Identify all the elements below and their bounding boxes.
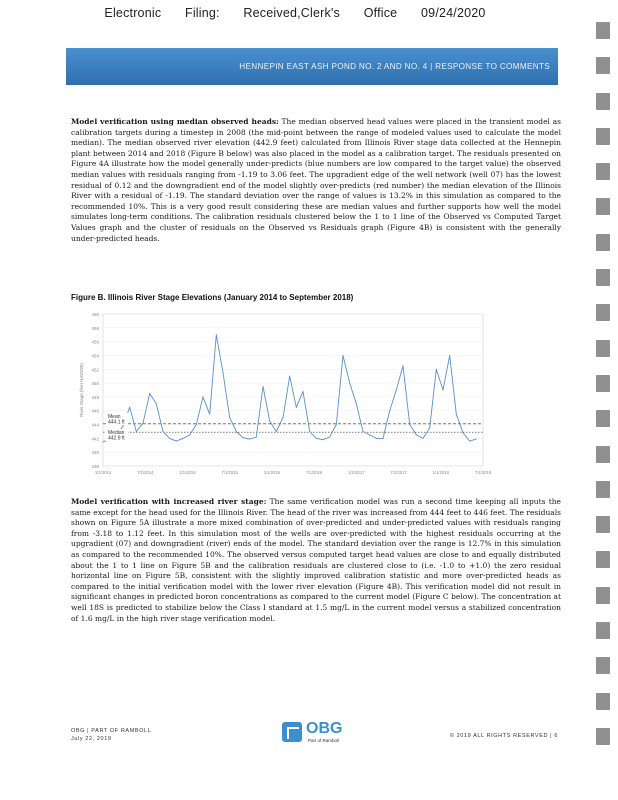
stamp-received: Received,Clerk's (243, 6, 341, 20)
series-point (403, 365, 404, 366)
footer-org: OBG | PART OF RAMBOLL (71, 728, 152, 734)
series-point (369, 434, 370, 435)
series-point (449, 355, 450, 356)
binder-tab (596, 551, 610, 568)
series-point (396, 390, 397, 391)
series-line (103, 335, 476, 442)
stamp-date: 09/24/2020 (421, 6, 486, 20)
binder-tab (596, 57, 610, 74)
y-tick-label: 460 (91, 312, 99, 317)
series-point (263, 386, 264, 387)
series-point (229, 417, 230, 418)
x-tick-label: 1/1/2018 (432, 470, 449, 475)
river-stage-chart (71, 306, 491, 484)
series-point (129, 407, 130, 408)
series-point (243, 437, 244, 438)
series-point (316, 438, 317, 439)
series-point (296, 407, 297, 408)
series-point (256, 436, 257, 437)
binder-tab (596, 234, 610, 251)
binder-tab (596, 93, 610, 110)
header-banner (66, 48, 558, 85)
series-point (156, 403, 157, 404)
series-point (409, 424, 410, 425)
binder-tab (596, 375, 610, 392)
binder-tab (596, 22, 610, 39)
binder-tabs (596, 0, 610, 763)
y-tick-label: 442 (91, 436, 99, 442)
series-point (196, 424, 197, 425)
x-tick-label: 1/1/2016 (263, 470, 281, 475)
series-point (103, 441, 104, 442)
obg-logo (282, 722, 350, 746)
binder-tab (596, 304, 610, 321)
series-point (236, 431, 237, 432)
binder-tab (596, 657, 610, 674)
y-tick-label: 456 (91, 339, 99, 345)
series-point (203, 396, 204, 397)
binder-tab (596, 481, 610, 498)
series-point (289, 376, 290, 377)
series-point (443, 390, 444, 391)
series-point (249, 439, 250, 440)
reference-value: 442.9 ft (108, 435, 125, 442)
series-point (336, 424, 337, 425)
banner-title: HENNEPIN EAST ASH POND NO. 2 AND NO. 4 | RESPONSE TO COMMENTS (239, 62, 550, 71)
series-point (189, 434, 190, 435)
reference-value: 444.1 ft (108, 419, 125, 426)
series-point (456, 414, 457, 415)
series-point (349, 383, 350, 384)
y-tick-label: 438 (91, 464, 99, 469)
stamp-electronic: Electronic (104, 6, 162, 20)
series-point (389, 410, 390, 411)
binder-tab (596, 693, 610, 710)
x-tick-label: 1/1/2017 (348, 470, 365, 475)
series-point (176, 441, 177, 442)
footer-rights: © 2019 ALL RIGHTS RESERVED | 6 (449, 733, 558, 739)
series-point (303, 391, 304, 392)
footer-date: July 22, 2019 (71, 736, 112, 742)
series-point (363, 431, 364, 432)
reference-label: Median (108, 430, 125, 437)
footer-left (71, 727, 151, 743)
x-tick-label: 1/1/2015 (179, 470, 196, 475)
series-point (209, 414, 210, 415)
series-point (216, 334, 217, 335)
x-tick-label: 7/1/2017 (390, 470, 407, 475)
series-point (429, 428, 430, 429)
binder-tab (596, 728, 610, 745)
series-point (463, 432, 464, 433)
binder-tab (596, 269, 610, 286)
stamp-office: Office (363, 6, 398, 20)
series-point (276, 431, 277, 432)
paragraph-heading: Model verification with increased river stage: (71, 497, 267, 506)
y-tick-label: 454 (91, 353, 99, 359)
obg-logo-icon (282, 722, 302, 742)
y-tick-label: 440 (91, 450, 99, 456)
obg-logo-subtitle: Part of Ramboll (308, 738, 340, 743)
series-point (329, 436, 330, 437)
binder-tab (596, 128, 610, 145)
paragraph-body: The same verification model was run a second time keeping all inputs the same except for the head used for the Illinois River. The head of the river was increased from 444 feet to 446 feet. The residuals shown on Figure 5A illustrate a more mixed combination of over-predicted and under-predicted values with residuals ranging from -3.18 to 1.12 feet. In this simulation most of the wells are over-predicted with the highest residuals occurring at the upgradient (07) and downgradient (river) ends of the model. The standard deviation over the range is 12.7% in this simulation as compared to the recommended 10%. The observed versus computed target head values are close to and equally distributed about the 1 to 1 line on Figure 5B and the calibration residuals are clustered close to (i.e. -1.0 to +1.0) the zero residual horizontal line on Figure 5B, consistent with the slightly improved calibration statistic and more over-predicted heads as compared to the initial verification model with the lower river elevation (Figure 4B). This verification model did not result in significant changes in predicted boron concentrations as compared to the current model (Figure C below). The concentration at well 18S is predicted to stabilize below the Class I standard at 1.5 mg/L in the current model versus a stabilized concentration of 1.6 mg/L in the high river stage verification model. (71, 497, 561, 623)
series-point (143, 423, 144, 424)
binder-tab (596, 340, 610, 357)
binder-tab (596, 622, 610, 639)
series-point (423, 438, 424, 439)
binder-tab (596, 163, 610, 180)
series-point (136, 431, 137, 432)
x-tick-label: 7/1/2016 (305, 470, 323, 475)
series-point (223, 372, 224, 373)
series-point (476, 439, 477, 440)
binder-tab (596, 446, 610, 463)
figure-title: Figure B. Illinois River Stage Elevations (January 2014 to September 2018) (71, 293, 354, 302)
binder-tab (596, 587, 610, 604)
y-tick-label: 452 (91, 367, 99, 373)
paragraph-increased-river-stage (71, 497, 561, 624)
x-tick-label: 7/1/2015 (221, 470, 238, 475)
series-point (376, 438, 377, 439)
series-point (436, 369, 437, 370)
y-tick-label: 446 (91, 408, 99, 414)
y-axis-label: River Stage (feet NAVD88) (79, 363, 84, 417)
x-tick-label: 7/1/2014 (137, 470, 154, 475)
series-point (123, 425, 124, 426)
series-point (149, 393, 150, 394)
series-point (163, 431, 164, 432)
electronic-filing-stamp (0, 6, 590, 20)
stamp-filing: Filing: (184, 6, 220, 20)
series-point (283, 417, 284, 418)
paragraph-heading: Model verification using median observed heads: (71, 117, 279, 126)
y-tick-label: 444 (91, 422, 99, 428)
x-tick-label: 7/1/2018 (474, 470, 491, 475)
binder-tab (596, 198, 610, 215)
series-point (383, 438, 384, 439)
series-point (356, 403, 357, 404)
series-point (416, 434, 417, 435)
binder-tab (596, 410, 610, 427)
reference-label: Mean (108, 413, 121, 420)
series-point (183, 438, 184, 439)
x-tick-label: 1/1/2014 (94, 470, 112, 475)
series-point (323, 439, 324, 440)
series-point (169, 438, 170, 439)
binder-tab (596, 516, 610, 533)
y-tick-label: 458 (91, 325, 99, 331)
series-point (469, 441, 470, 442)
series-point (309, 431, 310, 432)
paragraph-median-verification (71, 117, 561, 244)
series-point (343, 355, 344, 356)
y-tick-label: 450 (91, 381, 99, 387)
y-tick-label: 448 (91, 394, 99, 400)
obg-logo-text: OBG (306, 720, 343, 737)
series-point (269, 421, 270, 422)
paragraph-body: The median observed head values were placed in the transient model as calibration targets during a timestep in 2008 (the mid-point between the range of modeled values used to calculate the model median). The median observed river elevation (442.9 feet) calculated from Illinois River stage data collected at the Hennepin plant between 2014 and 2018 (Figure B below) was also placed in the model as a calibration target. The residuals presented on Figure 4A illustrate how the model generally under-predicts (blue numbers are low compared to the target value) the observed median values with residuals ranging from -1.19 to 3.06 feet. The upgradient edge of the well network (well 07) has the lowest residual of 0.12 and the downgradient end of the model slightly over-predicts (red number) the median elevation of the Illinois River with a residual of -1.19. The standard deviation over the range of values is 13.2% in this simulation as compared to the recommended 10%. This is a very good result considering these are median values and further supports how well the model simulates long-term conditions. The calibration residuals clustered below the 1 to 1 line of the Observed vs Computed Target Values graph and the cluster of residuals on the Observed vs Residuals graph (Figure 4B) is consistent with the generally under-predicted heads. (71, 117, 561, 243)
